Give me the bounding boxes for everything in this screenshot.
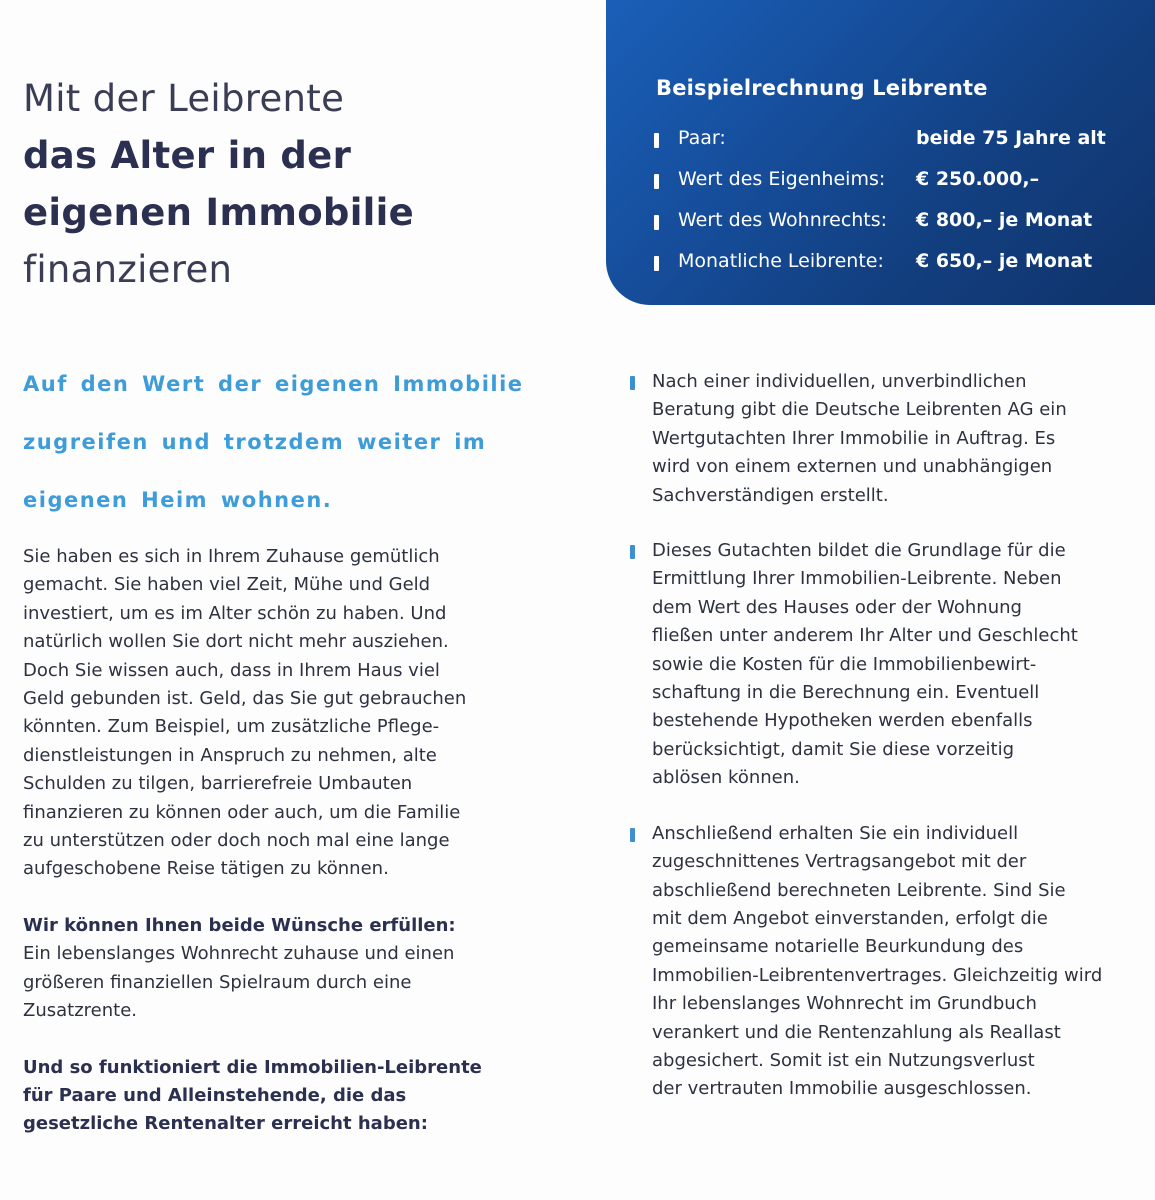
text-line: verankert und die Rentenzahlung als Reallast (652, 1021, 1061, 1043)
text-line: schaftung in die Berechnung ein. Eventuell (652, 682, 1040, 704)
bullet-icon (630, 545, 635, 559)
text-line: dem Wert des Hauses oder der Wohnung (652, 596, 1022, 618)
text-line: gemacht. Sie haben viel Zeit, Mühe und Geld (23, 574, 431, 596)
text-line: Wertgutachten Ihrer Immobilie in Auftrag. Es (652, 427, 1056, 449)
text-line: Sachverständigen erstellt. (652, 484, 889, 506)
text-line: Zusatzrente. (23, 1000, 137, 1022)
subheading-line: eigenen Heim wohnen. (23, 488, 333, 512)
example-rows (654, 120, 1134, 284)
text-line: gemeinsame notarielle Beurkundung des (652, 936, 1024, 958)
title-line-3: eigenen Immobilie (23, 191, 415, 234)
text-line: Geld gebunden ist. Geld, das Sie gut gebrauchen (23, 688, 467, 710)
text-line: für Paare und Alleinstehende, die das (23, 1084, 407, 1106)
how-it-works-heading (23, 1054, 578, 1139)
text-line: sowie die Kosten für die Immobilienbewirt- (652, 653, 1037, 675)
example-row-couple (654, 120, 1134, 161)
text-line: Sie haben es sich in Ihrem Zuhause gemütlich (23, 546, 440, 567)
text-line: Ein lebenslanges Wohnrecht zuhause und einen (23, 943, 455, 965)
text-line: gesetzliche Rentenalter erreicht haben: (23, 1113, 428, 1135)
example-value: € 800,– je Monat (916, 209, 1093, 231)
title-line-2: das Alter in der (23, 134, 352, 177)
example-label: Wert des Wohnrechts: (678, 209, 888, 231)
example-title: Beispielrechnung Leibrente (656, 76, 988, 100)
text-line: größeren finanziellen Spielraum durch eine (23, 971, 412, 993)
title-line-1: Mit der Leibrente (23, 77, 345, 120)
subheading-line: Auf den Wert der eigenen Immobilie (23, 372, 524, 396)
text-line: investiert, um es im Alter schön zu haben. Und (23, 602, 447, 624)
text-line: dienstleistungen in Anspruch zu nehmen, alte (23, 744, 437, 766)
list-item (626, 537, 1131, 793)
text-line: Immobilien-Leibrentenvertrages. Gleichzeitig wird (652, 964, 1103, 986)
example-calculation-box (606, 0, 1155, 305)
text-line: berücksichtigt, damit Sie diese vorzeitig (652, 738, 1015, 760)
example-value: € 650,– je Monat (916, 250, 1093, 272)
list-item (626, 368, 1131, 510)
example-value: € 250.000,– (916, 168, 1040, 190)
wishes-heading: Wir können Ihnen beide Wünsche erfüllen: (23, 914, 456, 936)
text-line: könnten. Zum Beispiel, um zusätzliche Pflege- (23, 716, 440, 738)
text-line: Ihr lebenslanges Wohnrecht im Grundbuch (652, 993, 1037, 1015)
title-line-4: finanzieren (23, 248, 233, 291)
bullet-icon (654, 133, 659, 148)
bullet-icon (654, 256, 659, 271)
bullet-icon (630, 828, 635, 842)
bullet-icon (654, 215, 659, 230)
text-line: finanzieren zu können oder auch, um die Familie (23, 801, 461, 823)
text-line: Dieses Gutachten bildet die Grundlage für die (652, 540, 1066, 562)
text-line: natürlich wollen Sie dort nicht mehr ausziehen. (23, 631, 449, 653)
list-item (626, 820, 1131, 1104)
example-row-residence-right (654, 202, 1134, 243)
text-line: mit dem Angebot einverstanden, erfolgt die (652, 907, 1048, 929)
text-line: fließen unter anderem Ihr Alter und Geschlecht (652, 625, 1078, 647)
example-label: Wert des Eigenheims: (678, 168, 886, 190)
text-line: wird von einem externen und unabhängigen (652, 456, 1053, 478)
wishes-paragraph (23, 912, 578, 1026)
example-row-monthly-annuity (654, 243, 1134, 284)
example-row-home-value (654, 161, 1134, 202)
text-line: Anschließend erhalten Sie ein individuell (652, 822, 1019, 844)
text-line: Beratung gibt die Deutsche Leibrenten AG ein (652, 399, 1067, 421)
subheading-line: zugreifen und trotzdem weiter im (23, 430, 487, 454)
text-line: Und so funktioniert die Immobilien-Leibrente (23, 1056, 482, 1078)
bullet-icon (630, 376, 635, 390)
example-value: beide 75 Jahre alt (916, 127, 1106, 149)
intro-paragraph (23, 543, 578, 884)
text-line: Doch Sie wissen auch, dass in Ihrem Haus viel (23, 659, 440, 681)
example-label: Paar: (678, 127, 726, 149)
text-line: zugeschnittenes Vertragsangebot mit der (652, 851, 1027, 873)
text-line: zu unterstützen oder doch noch mal eine lange (23, 830, 450, 852)
text-line: Schulden zu tilgen, barrierefreie Umbauten (23, 773, 413, 795)
page-title (23, 70, 583, 298)
subheading (23, 355, 578, 529)
left-column (23, 355, 578, 1139)
text-line: aufgeschobene Reise tätigen zu können. (23, 858, 389, 880)
text-line: der vertrauten Immobilie ausgeschlossen. (652, 1078, 1032, 1100)
right-column (626, 368, 1131, 1104)
text-line: Ermittlung Ihrer Immobilien-Leibrente. Neben (652, 568, 1062, 590)
text-line: ablösen können. (652, 767, 800, 789)
example-label: Monatliche Leibrente: (678, 250, 884, 272)
bullet-icon (654, 174, 659, 189)
text-line: abgesichert. Somit ist ein Nutzungsverlust (652, 1049, 1035, 1071)
text-line: bestehende Hypotheken werden ebenfalls (652, 710, 1033, 732)
text-line: abschließend berechneten Leibrente. Sind Sie (652, 879, 1066, 901)
text-line: Nach einer individuellen, unverbindlichen (652, 371, 1027, 392)
